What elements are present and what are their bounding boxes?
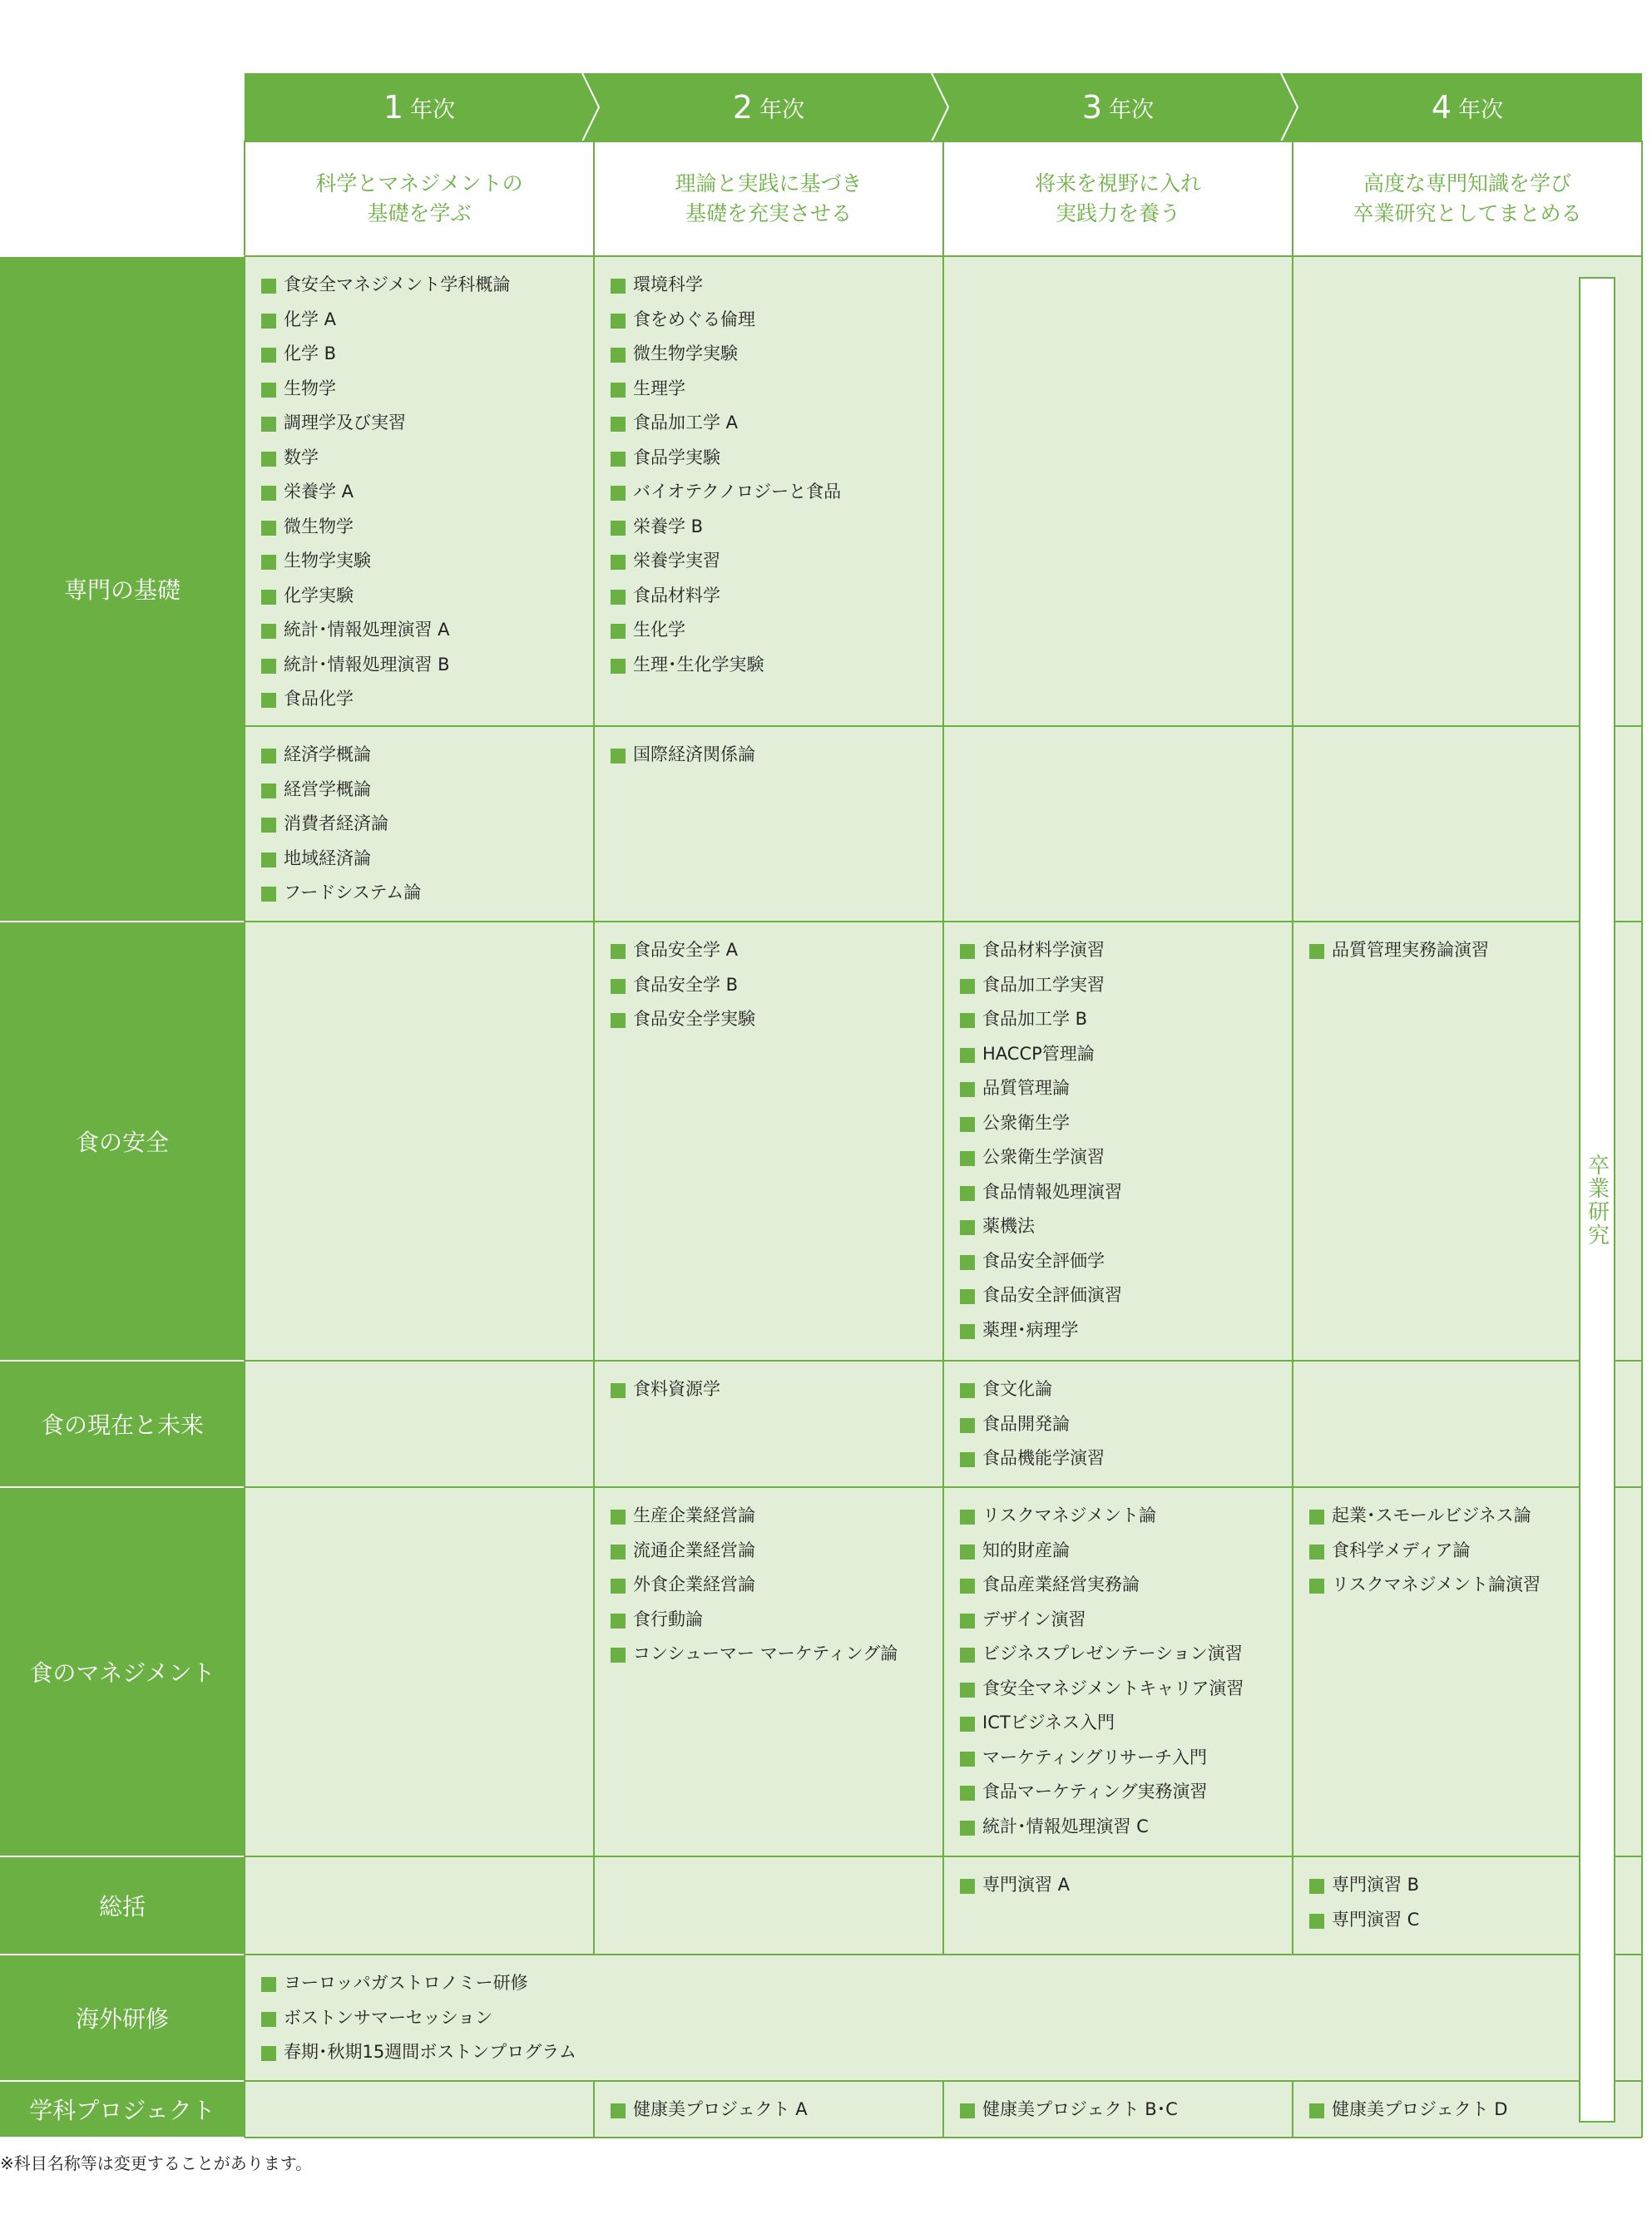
course-item: リスクマネジメント論	[960, 1499, 1293, 1534]
course-item: 地域経済論	[261, 842, 594, 877]
graduation-research-bar	[1579, 277, 1615, 2123]
course-item: コンシューマー マーケティング論	[611, 1637, 943, 1672]
course-item: 薬機法	[960, 1209, 1293, 1244]
course-cell	[1309, 256, 1642, 268]
category-label: 総括	[98, 1893, 146, 1920]
course-item: 食品安全学 A	[611, 933, 943, 968]
course-item: ボストンサマーセッション	[261, 2001, 1642, 2036]
course-item: 専門演習 C	[1309, 1903, 1642, 1938]
course-item: 食品安全評価演習	[960, 1278, 1293, 1313]
course-item: 公衆衛生学演習	[960, 1140, 1293, 1175]
year-header-1	[245, 73, 594, 141]
course-item: 食行動論	[611, 1603, 943, 1638]
category-label: 食の安全	[75, 1129, 169, 1156]
course-cell	[960, 726, 1293, 738]
course-item: 起業･スモールビジネス論	[1309, 1499, 1642, 1534]
course-item: 生理･生化学実験	[611, 648, 943, 683]
course-cell	[261, 922, 594, 933]
year-goal-2: 理論と実践に基づき 基礎を充実させる	[675, 171, 863, 225]
course-item: 微生物学	[261, 510, 594, 545]
course-cell	[611, 1487, 943, 1672]
course-item: 化学 A	[261, 303, 594, 338]
course-item: 国際経済関係論	[611, 738, 943, 773]
graduation-research-label: 卒業研究	[1584, 1153, 1610, 1247]
course-item: 食品マーケティング実務演習	[960, 1775, 1293, 1810]
course-item: 食安全マネジメントキャリア演習	[960, 1672, 1293, 1707]
course-item: 品質管理実務論演習	[1309, 933, 1642, 968]
course-item: フードシステム論	[261, 876, 594, 911]
course-cell	[611, 1856, 943, 1868]
year-header-2	[594, 73, 943, 141]
category-label: 海外研修	[75, 2005, 169, 2033]
year-unit: 年次	[1458, 96, 1504, 123]
course-cell	[261, 256, 594, 717]
course-item: 品質管理論	[960, 1071, 1293, 1106]
course-item: 食品加工学実習	[960, 968, 1293, 1003]
course-item: 公衆衛生学	[960, 1106, 1293, 1141]
course-item: HACCP管理論	[960, 1037, 1293, 1072]
course-cell	[960, 1856, 1293, 1903]
course-item: 栄養学実習	[611, 544, 943, 579]
course-item: 春期･秋期15週間ボストンプログラム	[261, 2035, 1642, 2070]
year-goal-3: 将来を視野に入れ 実践力を養う	[1034, 171, 1201, 225]
course-item: 食文化論	[960, 1372, 1293, 1407]
course-item: ヨーロッパガストロノミー研修	[261, 1966, 1642, 2001]
course-item: 経済学概論	[261, 738, 594, 773]
course-item: 健康美プロジェクト A	[611, 2093, 943, 2128]
footnote: ※科目名称等は変更することがあります。	[0, 2153, 313, 2173]
course-item: 専門演習 A	[960, 1868, 1293, 1903]
course-item: 統計･情報処理演習 A	[261, 613, 594, 648]
course-cell	[261, 1955, 1642, 2070]
course-item: 食品加工学 A	[611, 406, 943, 441]
year-number: 3	[1081, 89, 1103, 126]
course-cell	[261, 2081, 594, 2093]
course-item: 生化学	[611, 613, 943, 648]
course-item: デザイン演習	[960, 1603, 1293, 1638]
course-item: 消費者経済論	[261, 807, 594, 842]
course-cell	[960, 2081, 1293, 2128]
course-item: 食品機能学演習	[960, 1441, 1293, 1476]
course-item: 化学 B	[261, 337, 594, 372]
year-number: 4	[1431, 89, 1452, 126]
course-item: 流通企業経営論	[611, 1534, 943, 1569]
course-item: 健康美プロジェクト B･C	[960, 2093, 1293, 2128]
category-label: 食のマネジメント	[29, 1659, 215, 1687]
course-item: 食料資源学	[611, 1372, 943, 1407]
course-cell	[611, 1361, 943, 1407]
course-item: 食品化学	[261, 682, 594, 717]
course-item: 知的財産論	[960, 1534, 1293, 1569]
course-cell	[261, 1361, 594, 1372]
course-item: 栄養学 B	[611, 510, 943, 545]
course-item: ICTビジネス入門	[960, 1706, 1293, 1741]
category-label: 食の現在と未来	[40, 1411, 204, 1439]
course-item: 専門演習 B	[1309, 1868, 1642, 1903]
course-item: 外食企業経営論	[611, 1568, 943, 1603]
year-header-4	[1293, 73, 1642, 141]
course-item: 健康美プロジェクト D	[1309, 2093, 1642, 2128]
course-item: 統計･情報処理演習 C	[960, 1810, 1293, 1845]
course-item: 数学	[261, 441, 594, 476]
course-item: 食品加工学 B	[960, 1002, 1293, 1037]
course-item: 薬理･病理学	[960, 1313, 1293, 1348]
course-item: 環境科学	[611, 268, 943, 303]
course-item: 食品産業経営実務論	[960, 1568, 1293, 1603]
course-cell	[611, 726, 943, 773]
course-item: リスクマネジメント論演習	[1309, 1568, 1642, 1603]
course-item: 統計･情報処理演習 B	[261, 648, 594, 683]
course-cell	[261, 726, 594, 911]
course-cell	[960, 256, 1293, 268]
course-item: 食科学メディア論	[1309, 1534, 1642, 1569]
course-cell	[611, 256, 943, 682]
course-cell	[261, 1487, 594, 1499]
course-item: 食をめぐる倫理	[611, 303, 943, 338]
course-cell	[960, 1487, 1293, 1844]
course-item: 生産企業経営論	[611, 1499, 943, 1534]
course-item: 微生物学実験	[611, 337, 943, 372]
course-item: 食品学実験	[611, 441, 943, 476]
year-number: 2	[732, 89, 754, 126]
course-item: 食品材料学	[611, 579, 943, 614]
course-cell	[261, 1856, 594, 1868]
year-unit: 年次	[410, 96, 456, 123]
course-item: 食品情報処理演習	[960, 1175, 1293, 1210]
course-item: 生物学実験	[261, 544, 594, 579]
course-item: 生物学	[261, 372, 594, 407]
course-item: 化学実験	[261, 579, 594, 614]
year-unit: 年次	[1109, 96, 1155, 123]
course-item: 食安全マネジメント学科概論	[261, 268, 594, 303]
course-item: バイオテクノロジーと食品	[611, 475, 943, 510]
course-item: 食品安全学 B	[611, 968, 943, 1003]
course-item: 食品安全評価学	[960, 1244, 1293, 1279]
course-cell	[960, 922, 1293, 1347]
course-item: 食品開発論	[960, 1407, 1293, 1442]
course-item: 食品材料学演習	[960, 933, 1293, 968]
course-cell	[611, 2081, 943, 2128]
year-number: 1	[383, 89, 404, 126]
course-item: 食品安全学実験	[611, 1002, 943, 1037]
year-header-3	[943, 73, 1293, 141]
course-item: 生理学	[611, 372, 943, 407]
category-label: 専門の基礎	[63, 576, 181, 604]
course-item: 調理学及び実習	[261, 406, 594, 441]
year-goal-4: 高度な専門知識を学び 卒業研究としてまとめる	[1353, 171, 1582, 225]
year-goal-1: 科学とマネジメントの 基礎を学ぶ	[315, 171, 523, 225]
course-cell	[960, 1361, 1293, 1476]
course-item: マーケティングリサーチ入門	[960, 1741, 1293, 1776]
course-item: ビジネスプレゼンテーション演習	[960, 1637, 1293, 1672]
course-item: 経営学概論	[261, 773, 594, 808]
course-item: 栄養学 A	[261, 475, 594, 510]
course-cell	[611, 922, 943, 1037]
category-label: 学科プロジェクト	[29, 2097, 215, 2124]
year-unit: 年次	[759, 96, 805, 123]
